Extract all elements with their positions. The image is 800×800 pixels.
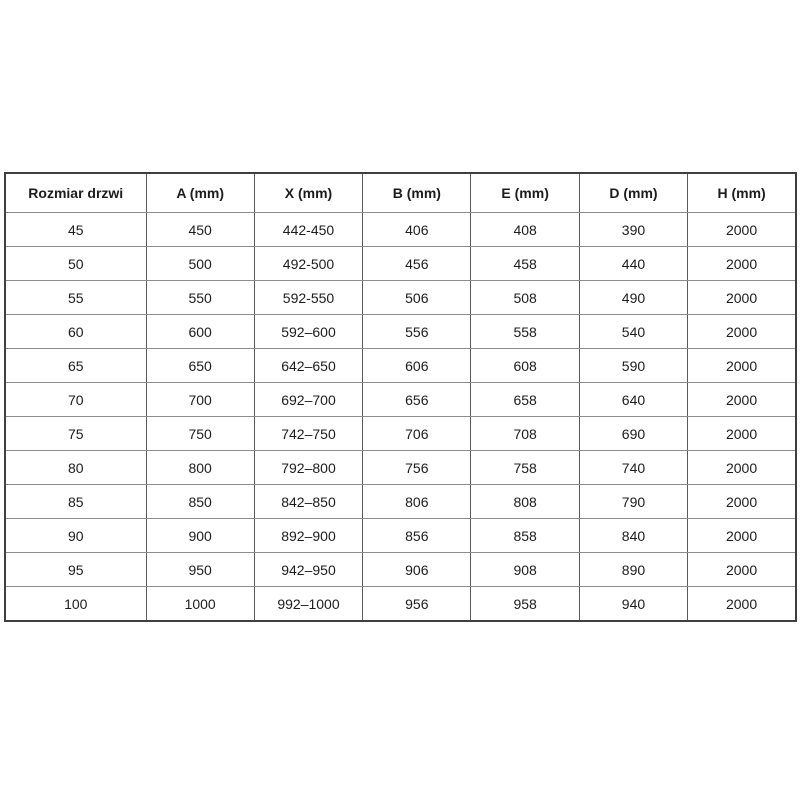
dimension-cell: 908 [471, 553, 579, 587]
dimension-cell: 692–700 [254, 383, 362, 417]
dimension-cell: 408 [471, 213, 579, 247]
dimension-cell: 890 [579, 553, 687, 587]
dimension-cell: 590 [579, 349, 687, 383]
dimension-cell: 2000 [688, 383, 796, 417]
table-body [5, 213, 796, 622]
dimension-cell: 758 [471, 451, 579, 485]
dimension-cell: 700 [146, 383, 254, 417]
dimension-cell: 2000 [688, 519, 796, 553]
table-row [5, 417, 796, 451]
door-size-cell: 90 [5, 519, 146, 553]
dimension-cell: 2000 [688, 417, 796, 451]
dimension-cell: 490 [579, 281, 687, 315]
dimension-cell: 808 [471, 485, 579, 519]
table-header [5, 173, 796, 213]
dimension-cell: 992–1000 [254, 587, 362, 622]
dimension-cell: 606 [363, 349, 471, 383]
dimension-cell: 856 [363, 519, 471, 553]
table-row [5, 587, 796, 622]
dimension-cell: 442-450 [254, 213, 362, 247]
door-size-cell: 75 [5, 417, 146, 451]
table-row [5, 383, 796, 417]
dimension-cell: 540 [579, 315, 687, 349]
table-row [5, 519, 796, 553]
dimension-cell: 2000 [688, 213, 796, 247]
column-header: X (mm) [254, 173, 362, 213]
dimension-cell: 406 [363, 213, 471, 247]
dimension-cell: 956 [363, 587, 471, 622]
dimension-cell: 492-500 [254, 247, 362, 281]
dimension-cell: 690 [579, 417, 687, 451]
dimension-cell: 592-550 [254, 281, 362, 315]
dimension-cell: 892–900 [254, 519, 362, 553]
dimension-cell: 756 [363, 451, 471, 485]
dimension-cell: 792–800 [254, 451, 362, 485]
dimension-cell: 2000 [688, 553, 796, 587]
door-size-cell: 65 [5, 349, 146, 383]
table-row [5, 349, 796, 383]
dimension-cell: 500 [146, 247, 254, 281]
column-header: A (mm) [146, 173, 254, 213]
dimension-cell: 840 [579, 519, 687, 553]
dimension-cell: 806 [363, 485, 471, 519]
column-header: Rozmiar drzwi [5, 173, 146, 213]
dimension-cell: 1000 [146, 587, 254, 622]
dimension-cell: 2000 [688, 587, 796, 622]
dimension-cell: 456 [363, 247, 471, 281]
dimension-cell: 2000 [688, 485, 796, 519]
dimension-cell: 650 [146, 349, 254, 383]
dimension-cell: 958 [471, 587, 579, 622]
door-size-cell: 85 [5, 485, 146, 519]
column-header: D (mm) [579, 173, 687, 213]
dimension-cell: 742–750 [254, 417, 362, 451]
dimension-cell: 790 [579, 485, 687, 519]
dimension-cell: 656 [363, 383, 471, 417]
dimension-cell: 900 [146, 519, 254, 553]
column-header: H (mm) [688, 173, 796, 213]
door-size-cell: 50 [5, 247, 146, 281]
dimension-cell: 858 [471, 519, 579, 553]
dimension-cell: 2000 [688, 451, 796, 485]
dimension-cell: 906 [363, 553, 471, 587]
dimension-cell: 558 [471, 315, 579, 349]
table-row [5, 451, 796, 485]
dimension-cell: 2000 [688, 247, 796, 281]
dimension-cell: 2000 [688, 349, 796, 383]
table-row [5, 247, 796, 281]
dimension-cell: 600 [146, 315, 254, 349]
dimension-cell: 508 [471, 281, 579, 315]
dimension-cell: 440 [579, 247, 687, 281]
dimension-cell: 550 [146, 281, 254, 315]
table-row [5, 315, 796, 349]
dimension-cell: 842–850 [254, 485, 362, 519]
dimension-cell: 458 [471, 247, 579, 281]
dimension-cell: 450 [146, 213, 254, 247]
door-size-spec-table-container [4, 172, 797, 622]
door-size-cell: 60 [5, 315, 146, 349]
door-size-cell: 100 [5, 587, 146, 622]
dimension-cell: 950 [146, 553, 254, 587]
dimension-cell: 390 [579, 213, 687, 247]
header-row [5, 173, 796, 213]
column-header: B (mm) [363, 173, 471, 213]
door-size-cell: 45 [5, 213, 146, 247]
dimension-cell: 2000 [688, 281, 796, 315]
dimension-cell: 850 [146, 485, 254, 519]
dimension-cell: 556 [363, 315, 471, 349]
dimension-cell: 708 [471, 417, 579, 451]
dimension-cell: 658 [471, 383, 579, 417]
dimension-cell: 800 [146, 451, 254, 485]
dimension-cell: 942–950 [254, 553, 362, 587]
dimension-cell: 750 [146, 417, 254, 451]
column-header: E (mm) [471, 173, 579, 213]
door-size-cell: 55 [5, 281, 146, 315]
dimension-cell: 608 [471, 349, 579, 383]
door-size-cell: 70 [5, 383, 146, 417]
dimension-cell: 940 [579, 587, 687, 622]
dimension-cell: 642–650 [254, 349, 362, 383]
dimension-cell: 740 [579, 451, 687, 485]
door-size-cell: 95 [5, 553, 146, 587]
table-row [5, 281, 796, 315]
dimension-cell: 640 [579, 383, 687, 417]
table-row [5, 485, 796, 519]
dimension-cell: 706 [363, 417, 471, 451]
table-row [5, 553, 796, 587]
table-row [5, 213, 796, 247]
door-size-spec-table [4, 172, 797, 622]
dimension-cell: 506 [363, 281, 471, 315]
dimension-cell: 592–600 [254, 315, 362, 349]
door-size-cell: 80 [5, 451, 146, 485]
dimension-cell: 2000 [688, 315, 796, 349]
